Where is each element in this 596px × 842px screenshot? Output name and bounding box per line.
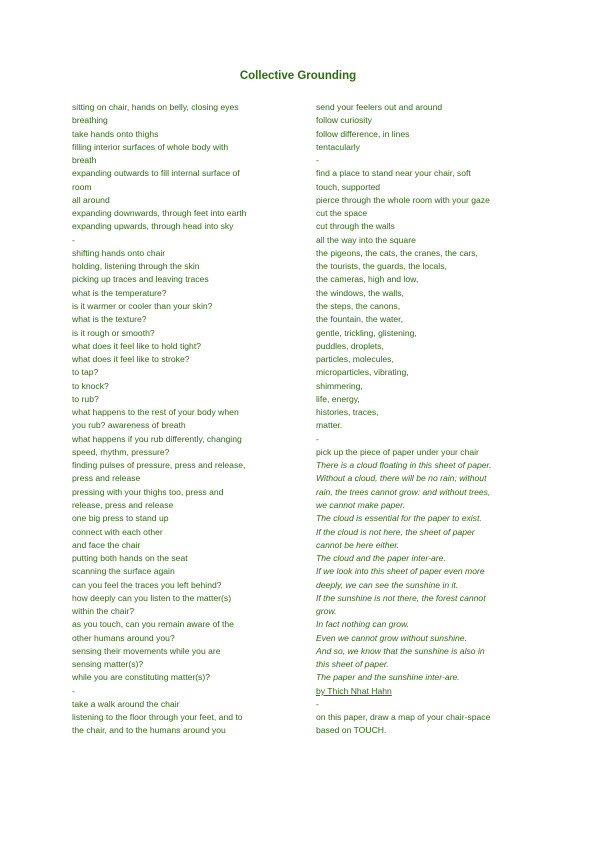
left-column-line: what happens if you rub differently, changing <box>72 433 242 444</box>
left-column-line: sensing matter(s)? <box>72 659 144 670</box>
right-column-line: the fountain, the water, <box>316 314 403 325</box>
right-column-line: pick up the piece of paper under your chair <box>316 446 479 457</box>
right-column-line: And so, we know that the sunshine is also in <box>316 645 485 656</box>
right-column-line: histories, traces, <box>316 407 379 418</box>
left-column-line: take hands onto thighs <box>72 128 159 139</box>
left-column-line: breathing <box>72 115 108 126</box>
right-column-line: life, energy, <box>316 393 360 404</box>
left-column-separator: - <box>72 685 75 696</box>
right-column-line: particles, molecules, <box>316 354 394 365</box>
right-column-line: the pigeons, the cats, the cranes, the cars, <box>316 247 478 258</box>
left-column-line: other humans around you? <box>72 632 175 643</box>
left-column-line: expanding outwards to fill internal surface of <box>72 168 240 179</box>
left-column-line: can you feel the traces you left behind? <box>72 579 222 590</box>
right-column-line: on this paper, draw a map of your chair-space <box>316 712 491 723</box>
left-column-line: while you are constituting matter(s)? <box>72 672 211 683</box>
right-column-line: The cloud and the paper inter-are. <box>316 553 446 564</box>
right-column-line: send your feelers out and around <box>316 102 443 112</box>
right-column-line: touch, supported <box>316 181 381 192</box>
right-column-line: the cameras, high and low, <box>316 274 419 285</box>
left-column-line: within the chair? <box>72 606 135 617</box>
right-column-line: Without a cloud, there will be no rain; without <box>316 473 487 484</box>
left-column-line: is it warmer or cooler than your skin? <box>72 300 213 311</box>
right-column-line: follow difference, in lines <box>316 128 410 139</box>
right-column-line: pierce through the whole room with your gaze <box>316 194 490 205</box>
left-column-line: what does it feel like to stroke? <box>72 354 190 365</box>
left-column-line: what is the texture? <box>72 314 147 325</box>
right-column-line: Even we cannot grow without sunshine. <box>316 632 467 643</box>
left-column-line: and face the chair <box>72 539 141 550</box>
right-column-separator: - <box>316 698 319 709</box>
left-column-line: press and release <box>72 473 141 484</box>
left-column-line: to knock? <box>72 380 109 391</box>
right-column-line: gentle, trickling, glistening, <box>316 327 417 338</box>
right-column-line: the windows, the walls, <box>316 287 404 298</box>
left-column-line: what happens to the rest of your body when <box>72 407 239 418</box>
right-column-line: based on TOUCH. <box>316 725 387 736</box>
right-column-separator: - <box>316 155 319 166</box>
right-column-line: cannot be here either. <box>316 539 400 550</box>
left-column-line: to rub? <box>72 393 99 404</box>
right-column <box>316 101 538 738</box>
right-column-line: all the way into the square <box>316 234 416 245</box>
right-column-line: deeply, we can see the sunshine in it. <box>316 579 459 590</box>
left-column-separator: - <box>72 234 75 245</box>
left-column-line: expanding downwards, through feet into earth <box>72 208 247 219</box>
left-column-line: scanning the surface again <box>72 566 175 577</box>
left-column-line: as you touch, can you remain aware of the <box>72 619 234 630</box>
left-column-line: filling interior surfaces of whole body with <box>72 141 229 152</box>
right-column-line: tentacularly <box>316 141 360 152</box>
right-column-line: If we look into this sheet of paper even more <box>316 566 485 577</box>
left-column-line: the chair, and to the humans around you <box>72 725 226 736</box>
right-column-line: find a place to stand near your chair, soft <box>316 168 471 179</box>
left-column-line: finding pulses of pressure, press and release, <box>72 460 246 471</box>
left-column-line: picking up traces and leaving traces <box>72 274 209 285</box>
right-column-line: by Thich Nhat Hahn <box>316 685 392 696</box>
left-column-line: what is the temperature? <box>72 287 167 298</box>
left-column-line: you rub? awareness of breath <box>72 420 186 431</box>
right-column-line: puddles, droplets, <box>316 340 384 351</box>
left-column-line: to tap? <box>72 367 99 378</box>
right-column-line: the tourists, the guards, the locals, <box>316 261 447 272</box>
right-column-line: cut the space <box>316 208 368 219</box>
right-column-separator: - <box>316 433 319 444</box>
left-column-line: holding, listening through the skin <box>72 261 200 272</box>
left-column-line: room <box>72 181 92 192</box>
left-column-line: shifting hands onto chair <box>72 247 166 258</box>
left-column-line: connect with each other <box>72 526 163 537</box>
right-column-line: we cannot make paper. <box>316 499 406 510</box>
right-column-line: matter. <box>316 420 343 431</box>
right-column-line: grow. <box>316 606 337 617</box>
left-column-line: one big press to stand up <box>72 513 169 524</box>
left-column-line: sitting on chair, hands on belly, closing eyes <box>72 102 239 112</box>
document-title: Collective Grounding <box>239 70 357 82</box>
right-column-line: rain, the trees cannot grow: and without trees, <box>316 486 491 497</box>
right-column-line: The cloud is essential for the paper to exist. <box>316 513 482 524</box>
left-column-line: listening to the floor through your feet, and to <box>72 712 243 723</box>
right-column-line: The paper and the sunshine inter-are. <box>316 672 460 683</box>
left-column-line: how deeply can you listen to the matter(s) <box>72 592 232 603</box>
left-column-line: what does it feel like to hold tight? <box>72 340 201 351</box>
right-column-line: There is a cloud floating in this sheet of paper. <box>316 460 492 471</box>
right-column-line: In fact nothing can grow. <box>316 619 410 630</box>
left-column-line: all around <box>72 194 110 205</box>
left-column-line: putting both hands on the seat <box>72 553 188 564</box>
right-column-line: If the cloud is not here, the sheet of paper <box>316 526 475 537</box>
left-column <box>72 101 304 738</box>
left-column-line: sensing their movements while you are <box>72 645 221 656</box>
right-column-line: the steps, the canons, <box>316 300 401 311</box>
right-column-line: follow curiosity <box>316 115 372 126</box>
right-column-line: shimmering, <box>316 380 363 391</box>
right-column-line: If the sunshine is not there, the forest cannot <box>316 592 486 603</box>
right-column-line: this sheet of paper. <box>316 659 389 670</box>
left-column-line: take a walk around the chair <box>72 698 180 709</box>
left-column-line: breath <box>72 155 97 166</box>
left-column-line: speed, rhythm, pressure? <box>72 446 170 457</box>
left-column-line: release, press and release <box>72 499 174 510</box>
left-column-line: expanding upwards, through head into sky <box>72 221 234 232</box>
right-column-line: microparticles, vibrating, <box>316 367 409 378</box>
left-column-line: is it rough or smooth? <box>72 327 155 338</box>
right-column-line: cut through the walls <box>316 221 395 232</box>
left-column-line: pressing with your thighs too, press and <box>72 486 224 497</box>
